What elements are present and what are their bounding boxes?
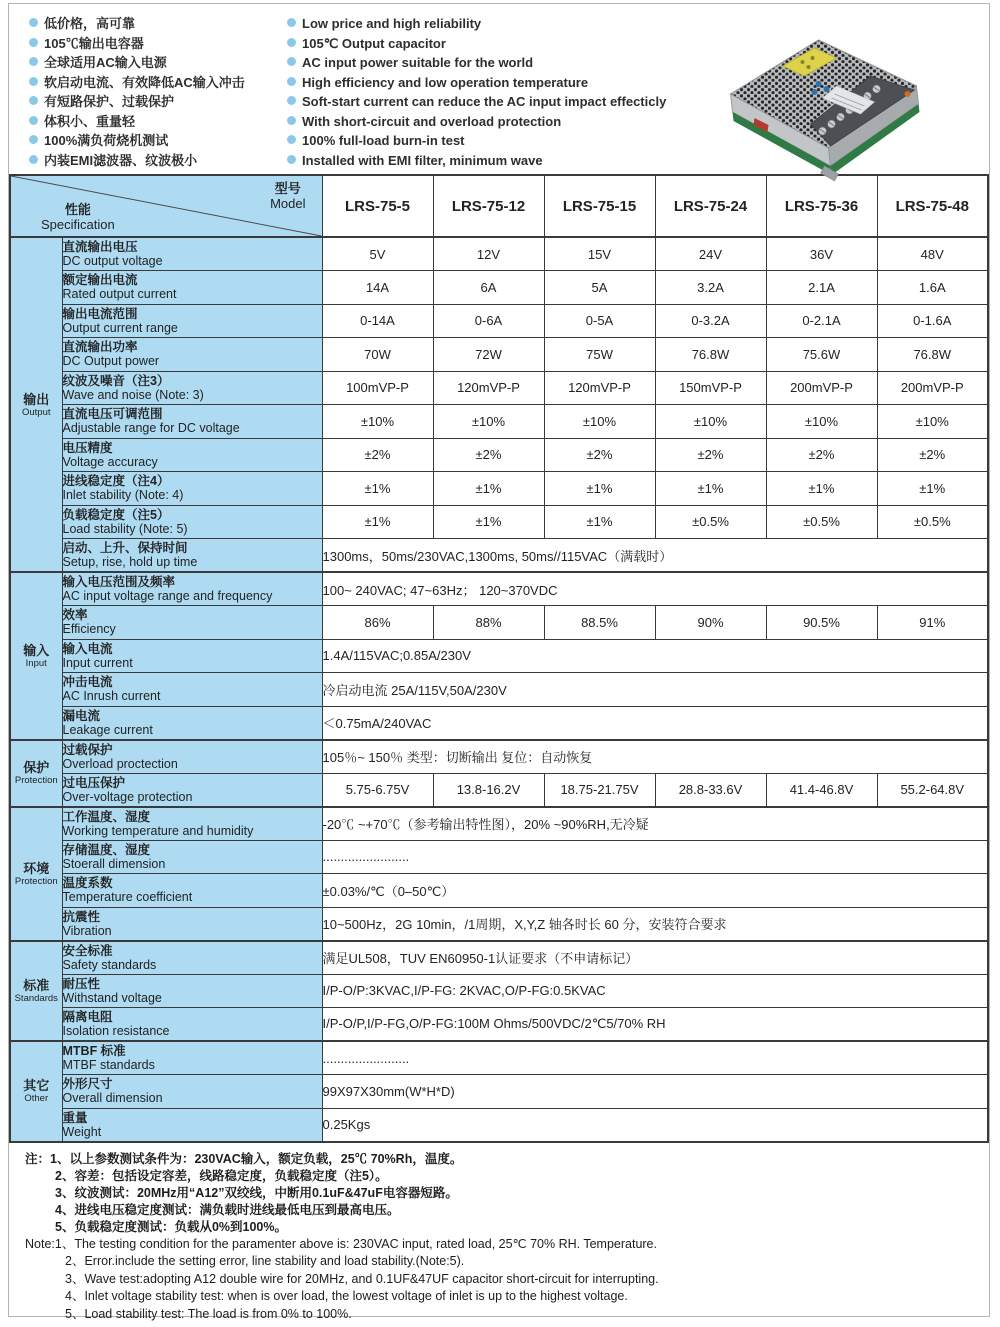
attribute-label-cn: 安全标准	[63, 944, 322, 958]
corner-spec-label	[41, 202, 115, 232]
spec-value-cell: 76.8W	[877, 338, 988, 372]
spec-value-cell: 120mVP-P	[544, 371, 655, 405]
feature-text: With short-circuit and overload protection	[302, 114, 561, 129]
table-row	[10, 639, 988, 673]
spec-value-cell: 3.2A	[655, 271, 766, 305]
group-label-cn: 环境	[11, 861, 62, 876]
spec-value-span-cell: 99X97X30mm(W*H*D)	[322, 1075, 988, 1109]
table-row	[10, 673, 988, 707]
spec-value-span-cell: I/P-O/P:3KVAC,I/P-FG: 2KVAC,O/P-FG:0.5KVAC	[322, 974, 988, 1008]
table-row	[10, 606, 988, 640]
attribute-cell	[62, 338, 322, 372]
attribute-label-en: DC output voltage	[63, 254, 322, 268]
attribute-cell	[62, 1075, 322, 1109]
spec-value-cell: 6A	[433, 271, 544, 305]
spec-value-cell: 0-3.2A	[655, 304, 766, 338]
attribute-cell	[62, 304, 322, 338]
spec-value-span-cell: ........................	[322, 840, 988, 874]
spec-value-cell: 72W	[433, 338, 544, 372]
spec-value-cell: 13.8-16.2V	[433, 773, 544, 807]
attribute-label-en: AC input voltage range and frequency	[63, 589, 322, 603]
spec-value-cell: 41.4-46.8V	[766, 773, 877, 807]
bullet-icon	[287, 18, 296, 27]
group-cell	[10, 740, 62, 807]
spec-value-span-cell: 0.25Kgs	[322, 1108, 988, 1142]
spec-value-cell: ±1%	[877, 472, 988, 506]
attribute-label-cn: 存储温度、湿度	[63, 843, 322, 857]
spec-value-cell: ±1%	[544, 472, 655, 506]
group-cell	[10, 572, 62, 740]
table-row	[10, 237, 988, 271]
feature-text: 100% full-load burn-in test	[302, 133, 465, 148]
attribute-label-en: DC Output power	[63, 354, 322, 368]
feature-text: AC input power suitable for the world	[302, 55, 533, 70]
table-row	[10, 1041, 988, 1075]
spec-value-span-cell: 100~ 240VAC; 47~63Hz； 120~370VDC	[322, 572, 988, 606]
spec-value-span-cell: 1.4A/115VAC;0.85A/230V	[322, 639, 988, 673]
attribute-label-en: Overload proctection	[63, 757, 322, 771]
model-label-en: Model	[270, 196, 305, 211]
attribute-label-cn: 外形尺寸	[63, 1077, 322, 1091]
spec-value-cell: 5A	[544, 271, 655, 305]
spec-value-cell: 200mVP-P	[766, 371, 877, 405]
power-supply-image	[716, 32, 931, 182]
group-cell	[10, 807, 62, 941]
note-line: 3、纹波测试：20MHz用“A12”双绞线，中断用0.1uF&47uF电容器短路。	[25, 1185, 979, 1202]
attribute-label-cn: 隔离电阻	[63, 1010, 322, 1024]
attribute-label-en: Overall dimension	[63, 1091, 322, 1105]
attribute-label-cn: 直流输出功率	[63, 340, 322, 354]
attribute-cell	[62, 941, 322, 975]
spec-value-cell: 120mVP-P	[433, 371, 544, 405]
attribute-label-en: Adjustable range for DC voltage	[63, 421, 322, 435]
attribute-label-en: Vibration	[63, 924, 322, 938]
feature-item	[287, 131, 716, 151]
spec-value-cell: 28.8-33.6V	[655, 773, 766, 807]
group-label-en: Other	[11, 1093, 62, 1104]
attribute-cell	[62, 874, 322, 908]
model-header: LRS-75-15	[544, 175, 655, 237]
feature-text: High efficiency and low operation temperature	[302, 75, 588, 90]
note-line: Note:1、The testing condition for the paramenter above is: 230VAC input, rated load, 25℃ 70% RH. Temperature.	[25, 1236, 979, 1254]
spec-value-span-cell: ........................	[322, 1041, 988, 1075]
spec-value-cell: ±10%	[433, 405, 544, 439]
attribute-cell	[62, 740, 322, 774]
attribute-label-cn: 直流输出电压	[63, 240, 322, 254]
table-row	[10, 874, 988, 908]
group-label-cn: 保护	[11, 760, 62, 775]
bullet-icon	[287, 77, 296, 86]
attribute-label-cn: 进线稳定度（注4）	[63, 474, 322, 488]
bullet-icon	[29, 116, 38, 125]
spec-value-cell: 0-2.1A	[766, 304, 877, 338]
spec-value-cell: 12V	[433, 237, 544, 271]
attribute-label-cn: 电压精度	[63, 441, 322, 455]
feature-item	[29, 112, 287, 132]
attribute-label-en: Safety standards	[63, 958, 322, 972]
table-row	[10, 405, 988, 439]
spec-value-cell: ±2%	[433, 438, 544, 472]
table-row	[10, 1075, 988, 1109]
feature-item	[29, 151, 287, 171]
attribute-cell	[62, 773, 322, 807]
spec-value-cell: ±2%	[877, 438, 988, 472]
bullet-icon	[287, 135, 296, 144]
feature-text: 105℃输出电容器	[44, 36, 144, 51]
attribute-label-cn: MTBF 标准	[63, 1044, 322, 1058]
attribute-label-cn: 输入电流	[63, 642, 322, 656]
attribute-cell	[62, 706, 322, 740]
attribute-label-cn: 启动、上升、保持时间	[63, 541, 322, 555]
spec-value-cell: 0-5A	[544, 304, 655, 338]
spec-value-cell: ±1%	[544, 505, 655, 539]
feature-text: Low price and high reliability	[302, 16, 481, 31]
note-line: 2、Error.include the setting error, line stability and load stability.(Note:5).	[25, 1253, 979, 1271]
attribute-label-cn: 漏电流	[63, 709, 322, 723]
table-row	[10, 1108, 988, 1142]
group-cell	[10, 1041, 62, 1142]
model-label-cn: 型号	[270, 181, 305, 196]
table-row	[10, 974, 988, 1008]
table-row	[10, 907, 988, 941]
spec-value-span-cell: 1300ms，50ms/230VAC,1300ms, 50ms//115VAC（满载时）	[322, 539, 988, 573]
bullet-icon	[287, 116, 296, 125]
attribute-cell	[62, 237, 322, 271]
feature-item	[287, 53, 716, 73]
notes-en	[25, 1236, 979, 1324]
attribute-label-en: MTBF standards	[63, 1058, 322, 1072]
feature-item	[287, 151, 716, 171]
spec-value-span-cell: I/P-O/P,I/P-FG,O/P-FG:100M Ohms/500VDC/2℃5/70% RH	[322, 1008, 988, 1042]
feature-text: Installed with EMI filter, minimum wave	[302, 153, 543, 168]
group-label-cn: 输入	[11, 643, 62, 658]
attribute-label-cn: 耐压性	[63, 977, 322, 991]
spec-value-cell: ±2%	[544, 438, 655, 472]
spec-value-cell: ±0.5%	[655, 505, 766, 539]
attribute-cell	[62, 673, 322, 707]
note-line: 3、Wave test:adopting A12 double wire for 20MHz, and 0.1UF&47UF capacitor short-circuit for interrupting.	[25, 1271, 979, 1289]
feature-item	[29, 131, 287, 151]
attribute-label-cn: 输入电压范围及频率	[63, 575, 322, 589]
attribute-cell	[62, 271, 322, 305]
spec-value-cell: 36V	[766, 237, 877, 271]
features-section	[9, 4, 989, 174]
attribute-label-en: Load stability (Note: 5)	[63, 522, 322, 536]
spec-value-cell: 14A	[322, 271, 433, 305]
spec-value-cell: 86%	[322, 606, 433, 640]
attribute-cell	[62, 572, 322, 606]
spec-value-cell: 100mVP-P	[322, 371, 433, 405]
attribute-cell	[62, 405, 322, 439]
spec-value-cell: 0-1.6A	[877, 304, 988, 338]
table-row	[10, 572, 988, 606]
bullet-icon	[287, 155, 296, 164]
attribute-cell	[62, 1108, 322, 1142]
group-label-en: Output	[11, 407, 62, 418]
table-row	[10, 706, 988, 740]
spec-value-cell: ±2%	[322, 438, 433, 472]
feature-item	[287, 73, 716, 93]
attribute-label-cn: 输出电流范围	[63, 307, 322, 321]
table-row	[10, 941, 988, 975]
attribute-label-en: Wave and noise (Note: 3)	[63, 388, 322, 402]
group-label-en: Input	[11, 658, 62, 669]
attribute-label-en: Rated output current	[63, 287, 322, 301]
attribute-label-en: Withstand voltage	[63, 991, 322, 1005]
group-cell	[10, 941, 62, 1042]
table-row	[10, 505, 988, 539]
feature-item	[29, 53, 287, 73]
attribute-label-en: Input current	[63, 656, 322, 670]
spec-value-cell: 90%	[655, 606, 766, 640]
spec-value-cell: 5V	[322, 237, 433, 271]
corner-model-label	[270, 181, 305, 211]
bullet-icon	[29, 57, 38, 66]
model-header: LRS-75-12	[433, 175, 544, 237]
spec-value-cell: 150mVP-P	[655, 371, 766, 405]
spec-value-cell: ±1%	[433, 505, 544, 539]
spec-value-cell: ±0.5%	[877, 505, 988, 539]
attribute-cell	[62, 438, 322, 472]
datasheet-page	[8, 3, 990, 1317]
group-label-cn: 标准	[11, 978, 62, 993]
attribute-label-en: Efficiency	[63, 622, 322, 636]
table-row	[10, 438, 988, 472]
notes-section	[9, 1143, 989, 1327]
feature-text: 全球适用AC输入电源	[44, 55, 167, 70]
feature-text: 软启动电流、有效降低AC输入冲击	[44, 75, 245, 90]
model-header: LRS-75-36	[766, 175, 877, 237]
feature-text: 体积小、重量轻	[44, 114, 135, 129]
model-header: LRS-75-24	[655, 175, 766, 237]
corner-cell	[10, 175, 322, 237]
spec-label-en: Specification	[41, 217, 115, 232]
attribute-cell	[62, 1041, 322, 1075]
model-header: LRS-75-5	[322, 175, 433, 237]
attribute-label-cn: 效率	[63, 608, 322, 622]
spec-value-cell: ±2%	[766, 438, 877, 472]
spec-value-cell: ±2%	[655, 438, 766, 472]
attribute-label-en: Stoerall dimension	[63, 857, 322, 871]
note-line: 5、负载稳定度测试：负载从0%到100%。	[25, 1219, 979, 1236]
spec-value-cell: 91%	[877, 606, 988, 640]
spec-value-cell: 200mVP-P	[877, 371, 988, 405]
feature-text: 100%满负荷烧机测试	[44, 133, 168, 148]
attribute-cell	[62, 974, 322, 1008]
spec-value-cell: 0-6A	[433, 304, 544, 338]
group-label-en: Standards	[11, 993, 62, 1004]
table-row	[10, 539, 988, 573]
table-row	[10, 1008, 988, 1042]
spec-value-cell: ±10%	[766, 405, 877, 439]
table-row	[10, 304, 988, 338]
table-row	[10, 338, 988, 372]
spec-value-cell: 2.1A	[766, 271, 877, 305]
bullet-icon	[287, 96, 296, 105]
spec-value-cell: 0-14A	[322, 304, 433, 338]
attribute-cell	[62, 505, 322, 539]
bullet-icon	[29, 155, 38, 164]
spec-label-cn: 性能	[41, 202, 115, 217]
spec-value-cell: ±1%	[655, 472, 766, 506]
attribute-label-en: Isolation resistance	[63, 1024, 322, 1038]
note-line: 5、Load stability test: The load is from 0% to 100%.	[25, 1306, 979, 1324]
spec-value-cell: ±0.5%	[766, 505, 877, 539]
spec-value-cell: 48V	[877, 237, 988, 271]
spec-value-cell: 18.75-21.75V	[544, 773, 655, 807]
attribute-label-en: Working temperature and humidity	[63, 824, 322, 838]
spec-value-span-cell: 冷启动电流 25A/115V,50A/230V	[322, 673, 988, 707]
table-row	[10, 271, 988, 305]
spec-value-cell: 55.2-64.8V	[877, 773, 988, 807]
spec-value-cell: 5.75-6.75V	[322, 773, 433, 807]
attribute-label-cn: 工作温度、湿度	[63, 810, 322, 824]
spec-value-cell: ±1%	[433, 472, 544, 506]
spec-value-cell: 88.5%	[544, 606, 655, 640]
spec-value-cell: 70W	[322, 338, 433, 372]
table-row	[10, 773, 988, 807]
attribute-cell	[62, 807, 322, 841]
note-line: 2、容差：包括设定容差，线路稳定度，负载稳定度（注5）。	[25, 1168, 979, 1185]
attribute-cell	[62, 539, 322, 573]
spec-value-cell: ±10%	[322, 405, 433, 439]
features-list-en	[287, 14, 716, 170]
attribute-label-cn: 过载保护	[63, 743, 322, 757]
bullet-icon	[29, 38, 38, 47]
spec-value-cell: 88%	[433, 606, 544, 640]
attribute-label-cn: 冲击电流	[63, 675, 322, 689]
group-label-cn: 其它	[11, 1078, 62, 1093]
note-line: 注：1、以上参数测试条件为：230VAC输入，额定负载，25℃ 70%Rh，温度。	[25, 1151, 979, 1168]
attribute-label-en: Voltage accuracy	[63, 455, 322, 469]
attribute-cell	[62, 907, 322, 941]
spec-value-cell: 76.8W	[655, 338, 766, 372]
table-row	[10, 807, 988, 841]
spec-value-cell: ±1%	[766, 472, 877, 506]
attribute-label-en: Output current range	[63, 321, 322, 335]
spec-value-cell: ±10%	[655, 405, 766, 439]
attribute-label-en: Temperature coefficient	[63, 890, 322, 904]
attribute-cell	[62, 840, 322, 874]
attribute-label-en: AC Inrush current	[63, 689, 322, 703]
note-line: 4、Inlet voltage stability test: when is over load, the lowest voltage of inlet is up to the highest voltage.	[25, 1288, 979, 1306]
feature-text: 105℃ Output capacitor	[302, 36, 446, 51]
attribute-label-cn: 过电压保护	[63, 776, 322, 790]
spec-value-cell: 1.6A	[877, 271, 988, 305]
group-cell	[10, 237, 62, 572]
spec-table-body	[10, 237, 988, 1142]
spec-value-cell: 90.5%	[766, 606, 877, 640]
spec-value-cell: ±1%	[322, 472, 433, 506]
attribute-label-cn: 抗震性	[63, 910, 322, 924]
table-row	[10, 472, 988, 506]
spec-value-span-cell: 满足UL508，TUV EN60950-1认证要求（不申请标记）	[322, 941, 988, 975]
attribute-label-en: Weight	[63, 1125, 322, 1139]
attribute-label-en: Leakage current	[63, 723, 322, 737]
bullet-icon	[29, 77, 38, 86]
group-label-cn: 输出	[11, 392, 62, 407]
bullet-icon	[287, 57, 296, 66]
spec-value-cell: 75.6W	[766, 338, 877, 372]
feature-item	[29, 14, 287, 34]
spec-value-cell: ±1%	[322, 505, 433, 539]
specification-table	[9, 174, 989, 1143]
bullet-icon	[29, 135, 38, 144]
feature-item	[287, 34, 716, 54]
feature-text: 有短路保护、过载保护	[44, 94, 174, 109]
attribute-label-en: Setup, rise, hold up time	[63, 555, 322, 569]
attribute-label-cn: 纹波及噪音（注3）	[63, 374, 322, 388]
feature-item	[29, 73, 287, 93]
spec-value-span-cell: 10~500Hz，2G 10min，/1周期，X,Y,Z 轴各时长 60 分，安装符合要求	[322, 907, 988, 941]
attribute-label-cn: 温度系数	[63, 876, 322, 890]
attribute-cell	[62, 606, 322, 640]
feature-text: Soft-start current can reduce the AC input impact effecticly	[302, 94, 666, 109]
feature-item	[29, 92, 287, 112]
notes-cn	[25, 1151, 979, 1236]
attribute-cell	[62, 639, 322, 673]
bullet-icon	[29, 96, 38, 105]
table-row	[10, 740, 988, 774]
bullet-icon	[287, 38, 296, 47]
spec-value-span-cell: 105％~ 150％ 类型：切断输出 复位：自动恢复	[322, 740, 988, 774]
feature-item	[287, 92, 716, 112]
feature-text: 低价格，高可靠	[44, 16, 135, 31]
product-photo	[716, 32, 931, 187]
spec-value-span-cell: -20℃ ~+70℃（参考输出特性图），20% ~90%RH,无冷疑	[322, 807, 988, 841]
spec-value-span-cell: ＜0.75mA/240VAC	[322, 706, 988, 740]
attribute-cell	[62, 1008, 322, 1042]
spec-value-cell: 24V	[655, 237, 766, 271]
feature-text: 内装EMI滤波器、纹波极小	[44, 153, 197, 168]
feature-item	[29, 34, 287, 54]
feature-item	[287, 112, 716, 132]
attribute-label-cn: 重量	[63, 1111, 322, 1125]
features-list-cn	[29, 14, 287, 170]
group-label-en: Protection	[11, 876, 62, 887]
group-label-en: Protection	[11, 775, 62, 786]
feature-item	[287, 14, 716, 34]
attribute-label-en: Inlet stability (Note: 4)	[63, 488, 322, 502]
model-header: LRS-75-48	[877, 175, 988, 237]
attribute-label-cn: 负载稳定度（注5）	[63, 508, 322, 522]
spec-value-cell: 75W	[544, 338, 655, 372]
attribute-label-cn: 直流电压可调范围	[63, 407, 322, 421]
attribute-label-en: Over-voltage protection	[63, 790, 322, 804]
spec-value-cell: 15V	[544, 237, 655, 271]
attribute-cell	[62, 472, 322, 506]
note-line: 4、进线电压稳定度测试：满负载时进线最低电压到最高电压。	[25, 1202, 979, 1219]
spec-value-cell: ±10%	[877, 405, 988, 439]
attribute-cell	[62, 371, 322, 405]
spec-value-cell: ±10%	[544, 405, 655, 439]
bullet-icon	[29, 18, 38, 27]
table-row	[10, 371, 988, 405]
attribute-label-cn: 额定输出电流	[63, 273, 322, 287]
table-row	[10, 840, 988, 874]
spec-value-span-cell: ±0.03%/℃（0–50℃）	[322, 874, 988, 908]
